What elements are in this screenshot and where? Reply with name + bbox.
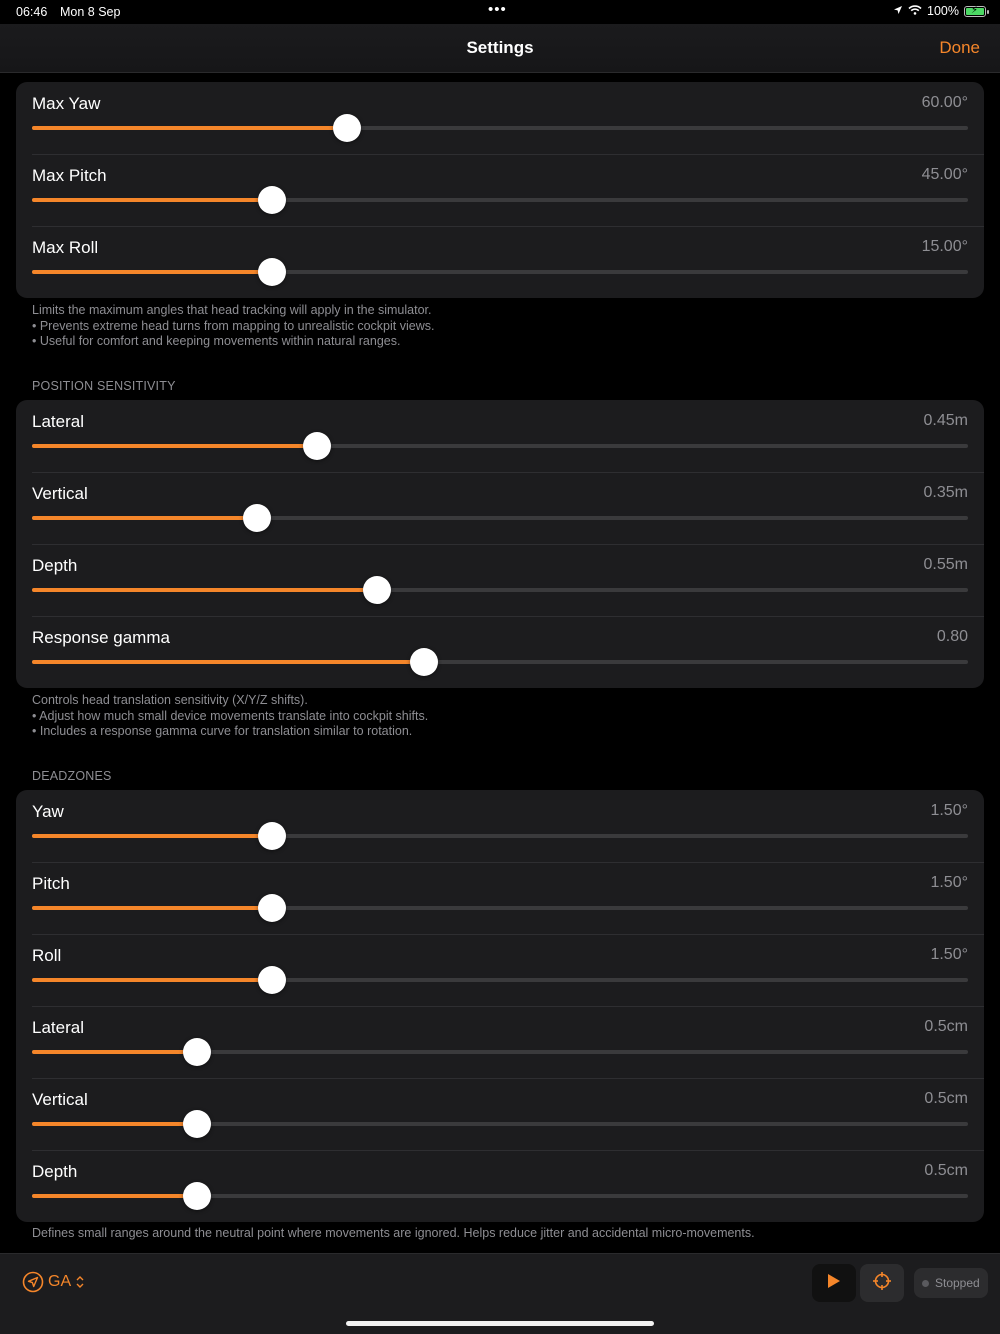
status-right	[893, 4, 986, 18]
status-bar	[0, 0, 1000, 24]
slider-thumb[interactable]	[303, 432, 331, 460]
deadzone-roll-slider[interactable]	[32, 978, 968, 982]
home-indicator[interactable]	[346, 1321, 654, 1326]
setting-row	[16, 616, 984, 688]
done-button[interactable]: Done	[939, 38, 980, 57]
setting-row	[16, 226, 984, 298]
slider-fill	[32, 516, 257, 520]
deadzone-yaw-slider[interactable]	[32, 834, 968, 838]
battery-charging-icon: ⚡	[964, 6, 986, 17]
profile-label: GA	[48, 1273, 72, 1290]
recenter-button[interactable]	[860, 1264, 904, 1302]
setting-label: Depth	[32, 1162, 78, 1181]
status-pill	[914, 1268, 988, 1298]
setting-row	[16, 472, 984, 544]
status-date: Mon 8 Sep	[60, 5, 121, 19]
setting-label: Max Yaw	[32, 94, 101, 113]
slider-thumb[interactable]	[258, 894, 286, 922]
setting-row	[16, 544, 984, 616]
slider-fill	[32, 270, 272, 274]
setting-row	[16, 1150, 984, 1222]
crosshair-icon	[872, 1271, 892, 1296]
deadzone-vertical-slider[interactable]	[32, 1122, 968, 1126]
status-time: 06:46	[16, 5, 48, 19]
max-roll-slider[interactable]	[32, 270, 968, 274]
setting-row	[16, 82, 984, 154]
slider-thumb[interactable]	[183, 1038, 211, 1066]
battery-percent: 100%	[927, 4, 959, 18]
location-icon	[893, 4, 903, 18]
setting-value: 1.50°	[930, 946, 968, 963]
deadzones-footer-note: Defines small ranges around the neutral point where movements are ignored. Helps reduce jitter and accidental micro-movements.	[32, 1226, 755, 1240]
setting-row	[16, 400, 984, 472]
settings-scroll-view[interactable]	[0, 72, 1000, 1252]
setting-row	[16, 154, 984, 226]
slider-fill	[32, 1122, 197, 1126]
setting-row	[16, 790, 984, 862]
setting-value: 0.35m	[923, 484, 968, 501]
slider-fill	[32, 906, 272, 910]
slider-fill	[32, 588, 377, 592]
setting-label: Vertical	[32, 484, 88, 503]
wifi-icon	[908, 4, 922, 18]
slider-thumb[interactable]	[258, 966, 286, 994]
setting-label: Max Pitch	[32, 166, 107, 185]
setting-row	[16, 1078, 984, 1150]
group-position-sensitivity	[16, 400, 984, 688]
setting-value: 0.5cm	[924, 1090, 968, 1107]
setting-value: 60.00°	[921, 94, 968, 111]
multitasking-dots-icon[interactable]: •••	[488, 1, 507, 18]
slider-thumb[interactable]	[333, 114, 361, 142]
setting-label: Max Roll	[32, 238, 99, 257]
setting-value: 45.00°	[921, 166, 968, 183]
slider-thumb[interactable]	[410, 648, 438, 676]
position-lateral-slider[interactable]	[32, 444, 968, 448]
play-button[interactable]	[812, 1264, 856, 1302]
slider-thumb[interactable]	[363, 576, 391, 604]
slider-fill	[32, 1194, 197, 1198]
status-dot-icon	[922, 1280, 929, 1287]
deadzone-pitch-slider[interactable]	[32, 906, 968, 910]
setting-label: Vertical	[32, 1090, 88, 1109]
setting-value: 0.55m	[923, 556, 968, 573]
page-title: Settings	[466, 38, 534, 57]
position-footer-note: Controls head translation sensitivity (X/Y/Z shifts). • Adjust how much small device movements translate into cockpit shifts. • Includes a response gamma curve for translation similar to rotation.	[32, 693, 429, 738]
position-vertical-slider[interactable]	[32, 516, 968, 520]
setting-row	[16, 1006, 984, 1078]
setting-label: Response gamma	[32, 628, 170, 647]
setting-row	[16, 934, 984, 1006]
slider-fill	[32, 834, 272, 838]
deadzone-depth-slider[interactable]	[32, 1194, 968, 1198]
slider-fill	[32, 978, 272, 982]
status-label: Stopped	[935, 1276, 980, 1290]
slider-thumb[interactable]	[258, 822, 286, 850]
slider-thumb[interactable]	[258, 258, 286, 286]
setting-label: Yaw	[32, 802, 64, 821]
navigation-bar	[0, 24, 1000, 73]
setting-value: 15.00°	[921, 238, 968, 255]
setting-label: Depth	[32, 556, 78, 575]
group-fov	[16, 82, 984, 298]
section-header-deadzones: DEADZONES	[32, 769, 112, 783]
max-yaw-slider[interactable]	[32, 126, 968, 130]
slider-thumb[interactable]	[243, 504, 271, 532]
max-pitch-slider[interactable]	[32, 198, 968, 202]
setting-label: Lateral	[32, 412, 84, 431]
slider-thumb[interactable]	[183, 1110, 211, 1138]
setting-value: 0.5cm	[924, 1018, 968, 1035]
setting-label: Roll	[32, 946, 62, 965]
location-arrow-icon	[22, 1271, 44, 1293]
section-header-position: POSITION SENSITIVITY	[32, 379, 176, 393]
slider-fill	[32, 126, 347, 130]
slider-fill	[32, 1050, 197, 1054]
play-icon	[827, 1273, 841, 1294]
slider-thumb[interactable]	[183, 1182, 211, 1210]
setting-row	[16, 862, 984, 934]
setting-value: 1.50°	[930, 802, 968, 819]
setting-value: 1.50°	[930, 874, 968, 891]
slider-fill	[32, 444, 317, 448]
setting-label: Lateral	[32, 1018, 84, 1037]
deadzone-lateral-slider[interactable]	[32, 1050, 968, 1054]
slider-fill	[32, 198, 272, 202]
setting-value: 0.5cm	[924, 1162, 968, 1179]
slider-thumb[interactable]	[258, 186, 286, 214]
setting-value: 0.45m	[923, 412, 968, 429]
profile-selector[interactable]	[22, 1271, 85, 1293]
slider-fill	[32, 660, 424, 664]
setting-value: 0.80	[936, 628, 968, 645]
setting-label: Pitch	[32, 874, 70, 893]
position-depth-slider[interactable]	[32, 588, 968, 592]
fov-footer-note: Limits the maximum angles that head tracking will apply in the simulator. • Prevents extreme head turns from mapping to unrealistic cockpit views. • Useful for comfort and keeping movements within natural ranges.	[32, 303, 435, 348]
chevron-updown-icon	[75, 1274, 85, 1290]
group-deadzones	[16, 790, 984, 1222]
response-gamma-slider[interactable]	[32, 660, 968, 664]
